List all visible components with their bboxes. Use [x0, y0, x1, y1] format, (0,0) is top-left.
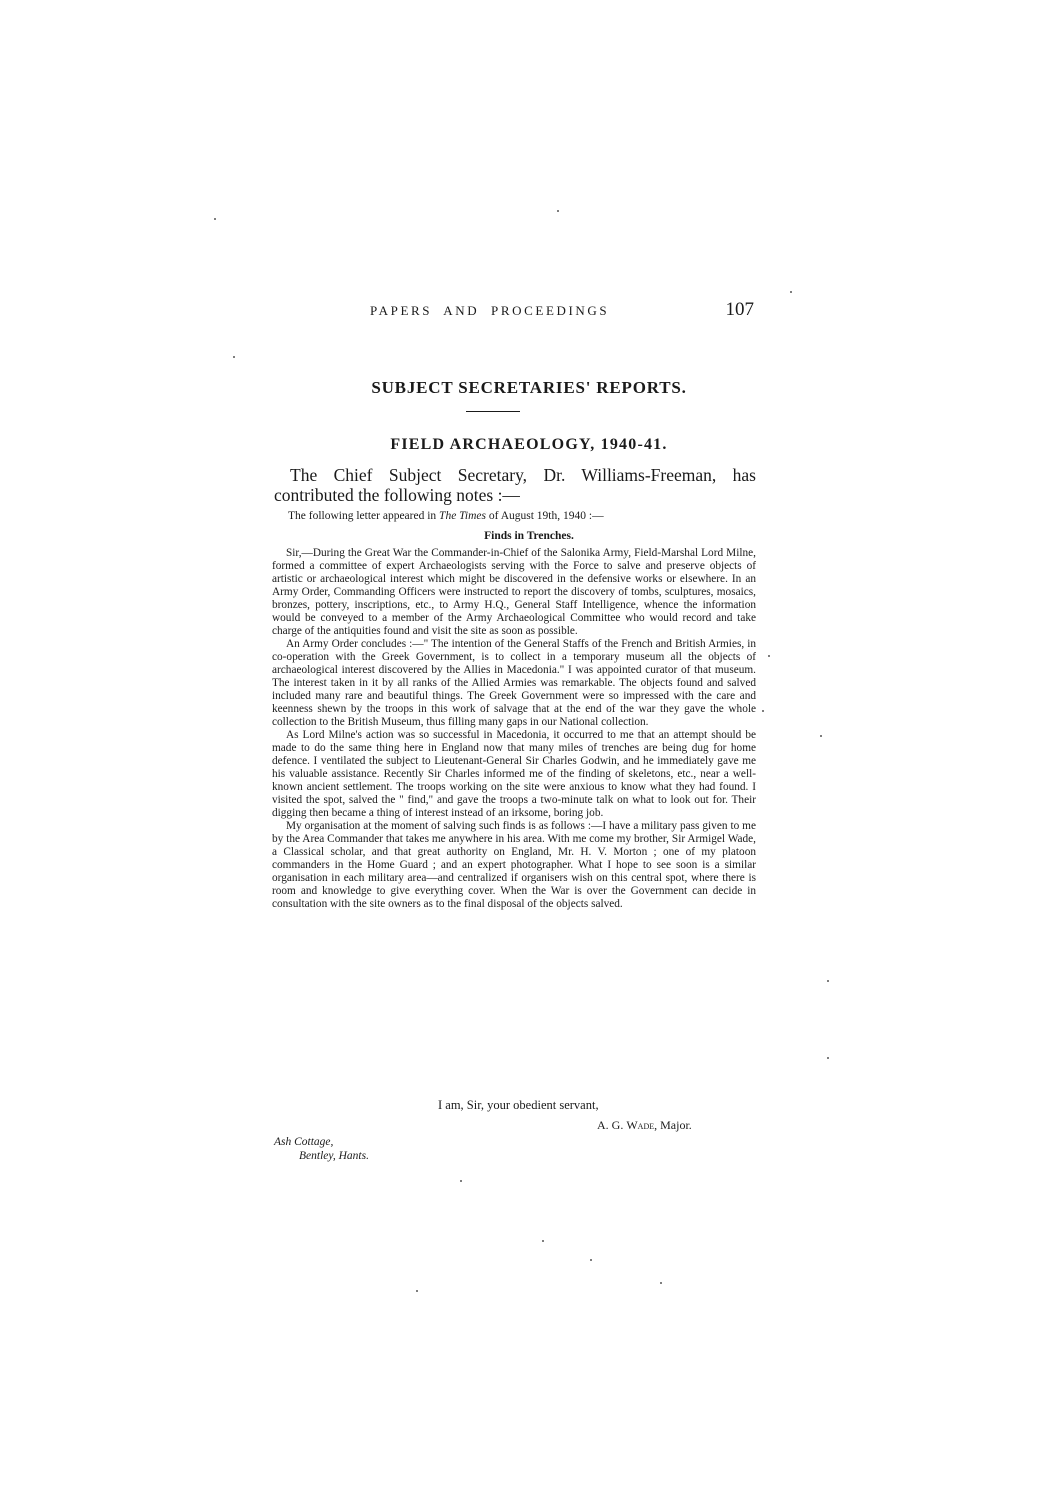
running-head: [270, 299, 760, 323]
scan-speck: [820, 735, 822, 737]
scan-speck: [557, 210, 559, 212]
page-number: 107: [725, 299, 754, 320]
scan-speck: [827, 1057, 829, 1059]
scan-speck: [827, 980, 829, 982]
scan-speck: [660, 1282, 662, 1284]
newspaper-name: The Times: [439, 510, 487, 522]
intro-paragraph: The Chief Subject Secretary, Dr. Williams-Freeman, has contributed the following notes :—: [274, 465, 756, 505]
letter-closing: I am, Sir, your obedient servant,: [438, 1098, 599, 1112]
scan-speck: [460, 1180, 462, 1182]
scan-speck: [790, 291, 792, 293]
letter-heading: Finds in Trenches.: [484, 530, 574, 542]
address-line: Ash Cottage,: [274, 1136, 334, 1148]
letter-paragraph: Sir,—During the Great War the Commander-in-Chief of the Salonika Army, Field-Marshal Lord Milne, formed a committee of expert Archaeologists serving with the Force to salve and preserve objects of artistic or archaeological interest which might be discovered in the defensive works or elsewhere. In an Army Order, Commanding Officers were instructed to report the discovery of tombs, sculptures, mosaics, bronzes, pottery, inscriptions, etc., to Army H.Q., General Staff Intelligence, whence the information would be conveyed to a member of the Army Archaeological Committee who would record and take charge of the antiquities found and visit the site as soon as possible.: [272, 547, 756, 637]
divider-rule: [466, 411, 520, 412]
scan-speck: [762, 710, 764, 712]
subsection-title: FIELD ARCHAEOLOGY, 1940-41.: [390, 436, 668, 453]
address-line: Bentley, Hants.: [299, 1150, 369, 1162]
sender-address: [274, 1135, 369, 1163]
scan-speck: [768, 655, 770, 657]
running-head-title: PAPERS AND PROCEEDINGS: [370, 303, 610, 318]
letter-paragraph: An Army Order concludes :—" The intention of the General Staffs of the French and British Armies, in co-operation with the Greek Government, is to collect in a temporary museum all the objects of archaeological interest discovered by the Allies in Macedonia." I was appointed curator of that museum. The interest taken in it by all ranks of the Allied Armies was remarkable. The objects found and salved included many rare and beautiful things. The Greek Government were so impressed with the care and keenness shewn by the troops in this work of salvage that at the end of the war they gave the whole collection to the British Museum, thus filling many gaps in our National collection.: [272, 638, 756, 728]
signature-rank: , Major.: [654, 1118, 692, 1132]
letter-body: [272, 547, 756, 911]
scan-speck: [233, 356, 235, 358]
scan-speck: [590, 1259, 592, 1261]
letter-introduction: [288, 510, 758, 522]
signature-initials: A. G.: [597, 1118, 627, 1132]
letter-signature: [597, 1118, 692, 1133]
scan-speck: [542, 1240, 544, 1242]
section-title: SUBJECT SECRETARIES' REPORTS.: [371, 378, 687, 397]
scan-speck: [416, 1290, 418, 1292]
signature-surname: Wade: [626, 1118, 655, 1132]
lead-text-after: of August 19th, 1940 :—: [486, 510, 604, 522]
scan-speck: [214, 218, 216, 220]
letter-paragraph: As Lord Milne's action was so successful in Macedonia, it occurred to me that an attempt should be made to do the same thing here in England now that many miles of trenches are being dug for home defence. I ventilated the subject to Lieutenant-General Sir Charles Godwin, and he immediately gave me his valuable assistance. Recently Sir Charles informed me of the finding of skeletons, etc., near a well-known ancient settlement. The troops working on the site were anxious to know what they had found. I visited the spot, salved the " find," and gave the troops a two-minute talk on what to look out for. Their digging then became a thing of interest instead of an irksome, boring job.: [272, 729, 756, 819]
letter-paragraph: My organisation at the moment of salving such finds is as follows :—I have a military pass given to me by the Area Commander that takes me anywhere in his area. With me come my brother, Sir Armigel Wade, a Classical scholar, and that great authority on England, Mr. H. V. Morton ; one of my platoon commanders in the Home Guard ; and an expert photographer. What I hope to see soon is a similar organisation in each military area—and centralized if organisers wish on this central spot, where there is room and knowledge to give everything cover. When the War is over the Government can decide in consultation with the site owners as to the final disposal of the objects salved.: [272, 820, 756, 910]
lead-text-before: The following letter appeared in: [288, 510, 440, 522]
